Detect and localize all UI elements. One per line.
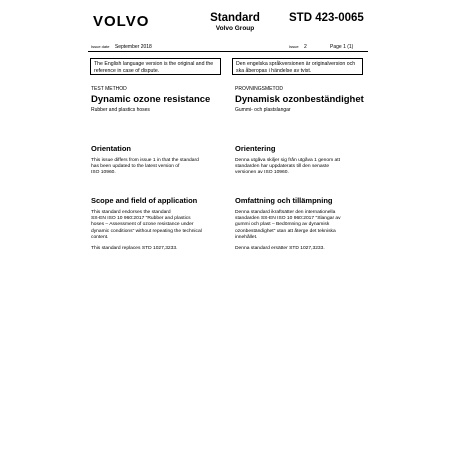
issue-date-value: September 2018: [114, 44, 152, 50]
english-scope-text: This standard endorses the standard SS-EN ISO 10 960:2017 "Rubber and plastics hoses – Assessment of ozone resistance under dynamic conditions" without repeating the technical content.: [91, 210, 202, 240]
swedish-scope: [235, 196, 367, 252]
swedish-kicker: PROVNINGSMETOD: [235, 86, 283, 92]
document-type: [198, 12, 272, 33]
issue-label: Issue: [289, 44, 299, 49]
swedish-scope-heading: Omfattning och tillämpning: [235, 196, 333, 205]
swedish-replaces-text: Denna standard ersätter STD 1027,3233.: [235, 246, 325, 252]
swedish-orientation-text: Denna utgåva skiljer sig från utgåva 1 genom att standarden har uppdaterats till den senaste versionen av ISO 10960.: [235, 158, 340, 176]
swedish-orientation: [235, 144, 367, 177]
english-title: Dynamic ozone resistance: [91, 94, 211, 105]
notice-box-swedish: Den engelska språkversionen är originalversion och ska åberopas i händelse av tvist.: [232, 58, 363, 75]
swedish-scope-text: Denna standard ikraftsätter den internationella standarden SS-EN ISO 10 960:2017 "Slangar av gummi och plast – Bedömning av dynamisk ozonbeständighet" utan att återge det tekniska innehållet.: [235, 210, 341, 240]
swedish-subtitle: Gummi- och plastslangar: [235, 106, 291, 113]
swedish-title: Dynamisk ozonbeständighet: [235, 94, 364, 105]
issue-date: [91, 44, 152, 50]
issue-value: 2: [303, 44, 307, 50]
english-orientation-heading: Orientation: [91, 144, 132, 153]
issue-number: [289, 44, 307, 50]
document-type-title: Standard: [210, 12, 260, 24]
english-scope-heading: Scope and field of application: [91, 196, 198, 205]
english-subtitle: Rubber and plastics hoses: [91, 106, 150, 113]
english-scope: [91, 196, 223, 252]
notice-box-english: The English language version is the original and the reference in case of dispute.: [90, 58, 221, 75]
english-orientation-text: This issue differs from issue 1 in that the standard has been updated to the latest version of ISO 10960.: [91, 158, 199, 176]
english-replaces-text: This standard replaces STD 1027,3233.: [91, 246, 178, 252]
header-rule: [88, 51, 368, 52]
page-number: Page 1 (1): [330, 44, 354, 50]
swedish-orientation-heading: Orientering: [235, 144, 276, 153]
document-type-subtitle: Volvo Group: [215, 25, 255, 32]
english-column: [91, 86, 223, 113]
english-kicker: TEST METHOD: [91, 86, 127, 92]
swedish-column: [235, 86, 367, 113]
volvo-logo: VOLVO: [93, 13, 150, 30]
standard-number: STD 423-0065: [289, 12, 364, 24]
issue-date-label: Issue date: [91, 44, 110, 49]
english-orientation: [91, 144, 223, 177]
